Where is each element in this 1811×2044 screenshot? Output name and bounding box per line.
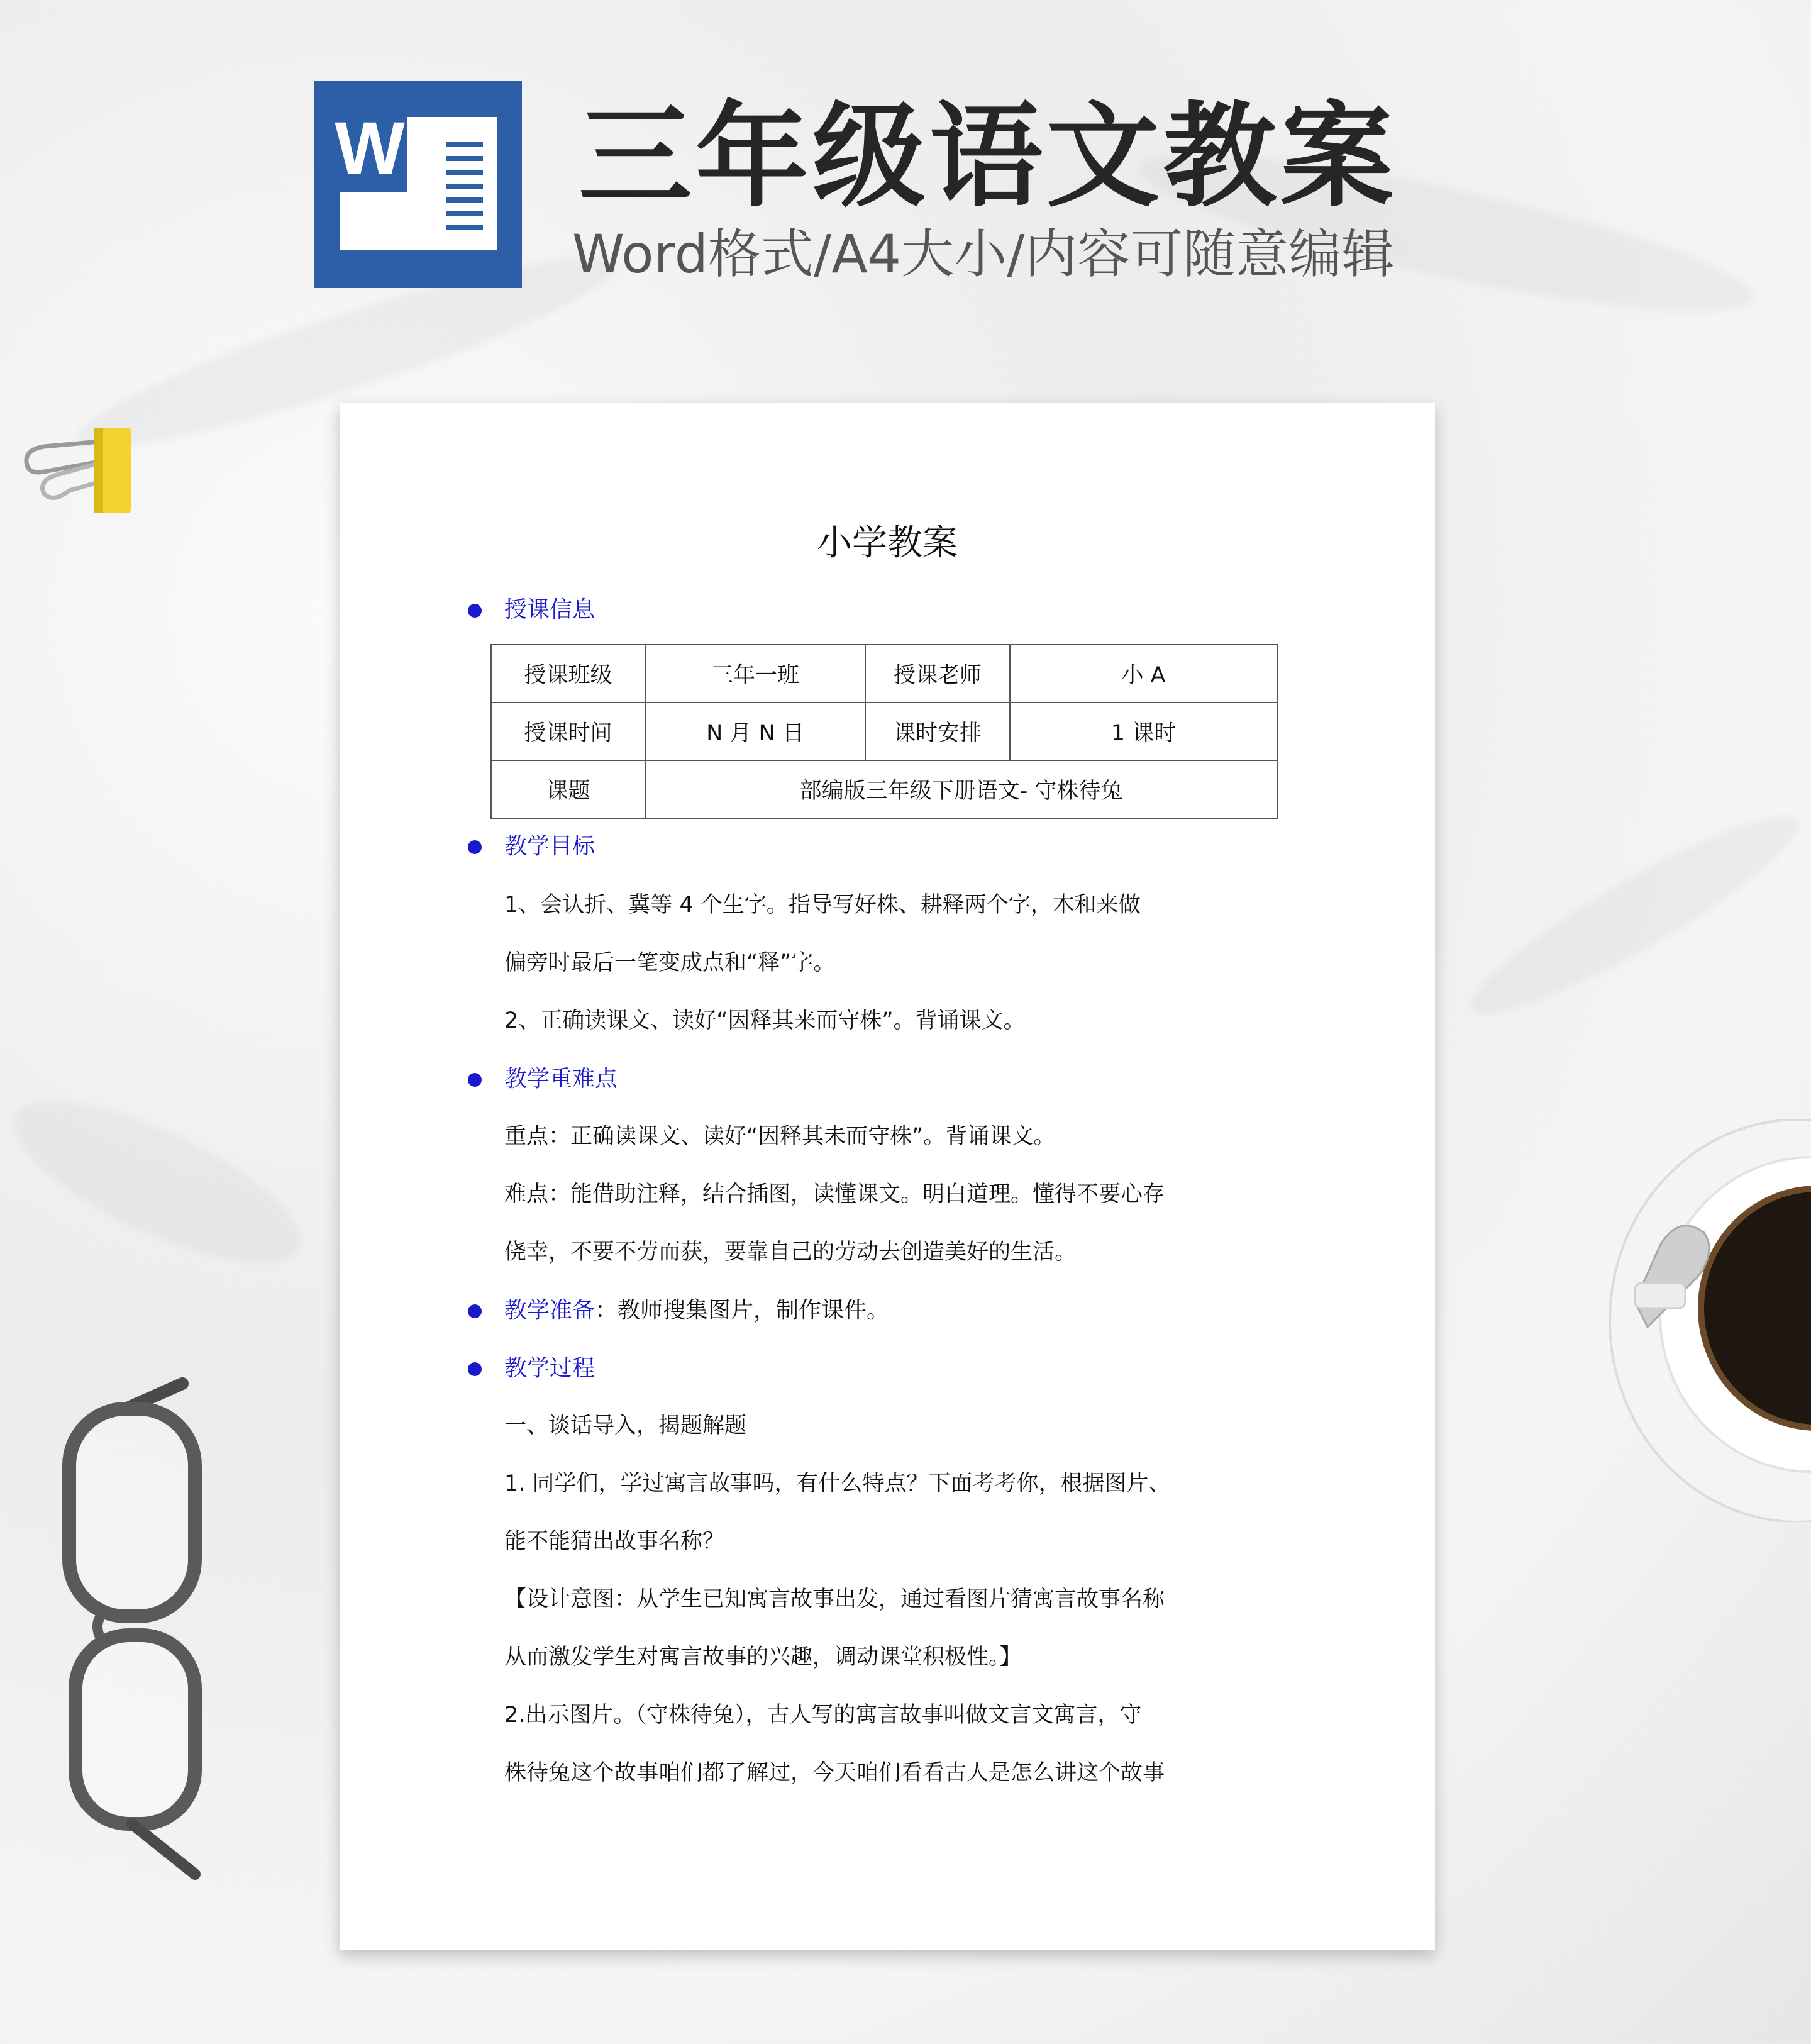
- paragraph: 【设计意图：从学生已知寓言故事出发，通过看图片猜寓言故事名称: [504, 1587, 1165, 1612]
- table-cell: 授课老师: [865, 645, 1010, 703]
- table-cell: 授课时间: [491, 703, 645, 760]
- page-title: 三年级语文教案: [579, 91, 1398, 223]
- bullet-dot-icon: [468, 604, 482, 618]
- course-info-table: [490, 644, 1278, 819]
- bullet-dot-icon: [468, 1073, 482, 1087]
- eyeglasses-icon: [57, 1371, 220, 1912]
- paragraph: 2.出示图片。（守株待兔），古人写的寓言故事叫做文言文寓言，守: [504, 1702, 1142, 1728]
- table-cell: 小 A: [1010, 645, 1277, 703]
- section-prep: 教学准备：教师搜集图片，制作课件。: [504, 1299, 889, 1322]
- paragraph: 能不能猜出故事名称？: [504, 1529, 725, 1554]
- paragraph: 1、会认折、冀等 4 个生字。指导写好株、耕释两个字，木和来做: [504, 892, 1141, 918]
- coffee-cup-icon: [1597, 1119, 1811, 1522]
- table-row: [491, 703, 1277, 760]
- section-goals: 教学目标: [504, 835, 595, 858]
- paragraph: 1. 同学们，学过寓言故事吗，有什么特点？下面考考你，根据图片、: [504, 1471, 1171, 1496]
- paragraph: 株待兔这个故事咱们都了解过，今天咱们看看古人是怎么讲这个故事: [504, 1760, 1165, 1786]
- bullet-dot-icon: [468, 1304, 482, 1318]
- word-logo-icon: [314, 81, 522, 288]
- table-row: [491, 645, 1277, 703]
- paragraph: 重点：正确读课文、读好“因释其未而守株”。背诵课文。: [504, 1124, 1056, 1149]
- section-key-points: 教学重难点: [504, 1068, 618, 1091]
- section-info: 授课信息: [504, 599, 595, 621]
- table-cell: 三年一班: [645, 645, 865, 703]
- document-page: [340, 403, 1435, 1950]
- table-cell: 1 课时: [1010, 703, 1277, 760]
- paragraph: 一、谈话导入，揭题解题: [504, 1413, 747, 1438]
- word-logo-letter: W: [332, 104, 407, 192]
- bullet-dot-icon: [468, 1362, 482, 1376]
- table-cell: 课时安排: [865, 703, 1010, 760]
- paragraph: 偏旁时最后一笔变成点和“释”字。: [504, 950, 836, 975]
- binder-clip-icon: [19, 415, 132, 516]
- paragraph: 2、正确读课文、读好“因释其来而守株”。背诵课文。: [504, 1008, 1026, 1033]
- table-cell: 部编版三年级下册语文- 守株待兔: [645, 760, 1277, 818]
- paragraph: 从而激发学生对寓言故事的兴趣，调动课堂积极性。】: [504, 1645, 1022, 1670]
- table-cell: 授课班级: [491, 645, 645, 703]
- table-row: [491, 760, 1277, 818]
- paragraph: 侥幸，不要不劳而获，要靠自己的劳动去创造美好的生活。: [504, 1240, 1077, 1265]
- paragraph: 难点：能借助注释，结合插图，读懂课文。明白道理。懂得不要心存: [504, 1182, 1165, 1207]
- table-cell: 课题: [491, 760, 645, 818]
- table-cell: N 月 N 日: [645, 703, 865, 760]
- section-process: 教学过程: [504, 1357, 595, 1380]
- bullet-dot-icon: [468, 840, 482, 854]
- document-title: 小学教案: [817, 523, 958, 564]
- page-subtitle: Word格式/A4大小/内容可随意编辑: [572, 223, 1395, 285]
